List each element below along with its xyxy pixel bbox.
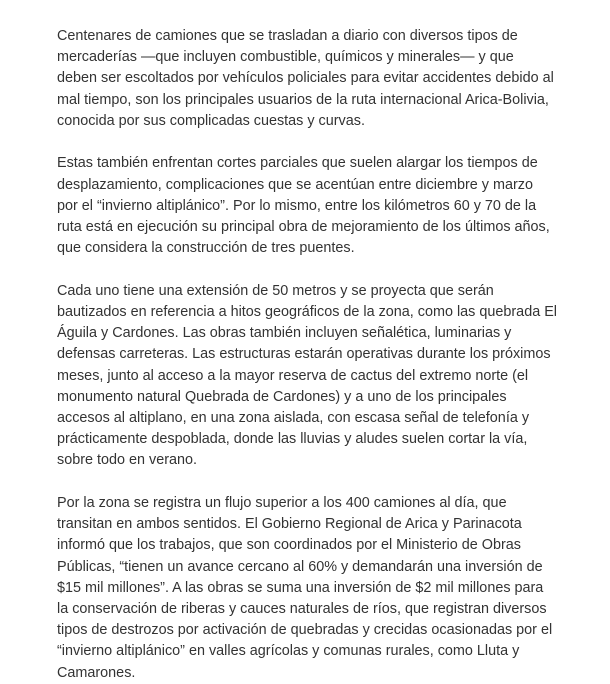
article-paragraph-2: Estas también enfrentan cortes parciales que suelen alargar los tiempos de desplazamiento, complicaciones que se acentúan entre diciembre y marzo por el “invierno altiplánico”. Por lo mismo, entre los kilómetros 60 y 70 de la ruta está en ejecución su principal obra de mejoramiento de los últimos años, que considera la construcción de tres puentes. xyxy=(57,155,550,257)
article-paragraph-1: Centenares de camiones que se trasladan a diario con diversos tipos de mercaderías —que incluyen combustible, químicos y minerales— y que deben ser escoltados por vehículos policiales para evitar accidentes debido al mal tiempo, son los principales usuarios de la ruta internacional Arica-Bolivia, conocida por sus complicadas cuestas y curvas. xyxy=(57,28,554,129)
article-paragraph-3: Cada uno tiene una extensión de 50 metros y se proyecta que serán bautizados en referencia a hitos geográficos de la zona, como las quebrada El Águila y Cardones. Las obras también incluyen señalética, luminarias y defensas carreteras. Las estructuras estarán operativas durante los próximos meses, junto al acceso a la mayor reserva de cactus del extremo norte (el monumento natural Quebrada de Cardones) y a uno de los principales accesos al altiplano, en una zona aislada, con escasa señal de telefonía y prácticamente despoblada, donde las lluvias y aludes suelen cortar la vía, sobre todo en verano. xyxy=(57,282,557,469)
article-paragraph-4: Por la zona se registra un flujo superior a los 400 camiones al día, que transitan en ambos sentidos. El Gobierno Regional de Arica y Parinacota informó que los trabajos, que son coordinados por el Ministerio de Obras Públicas, “tienen un avance cercano al 60% y demandarán una inversión de $15 mil millones”. A las obras se suma una inversión de $2 mil millones para la conservación de riberas y cauces naturales de ríos, que registran diversos tipos de destrozos por activación de quebradas y crecidas ocasionadas por el “invierno altiplánico” en valles agrícolas y comunas rurales, como Lluta y Camarones. xyxy=(57,495,553,681)
article-body xyxy=(57,26,557,684)
